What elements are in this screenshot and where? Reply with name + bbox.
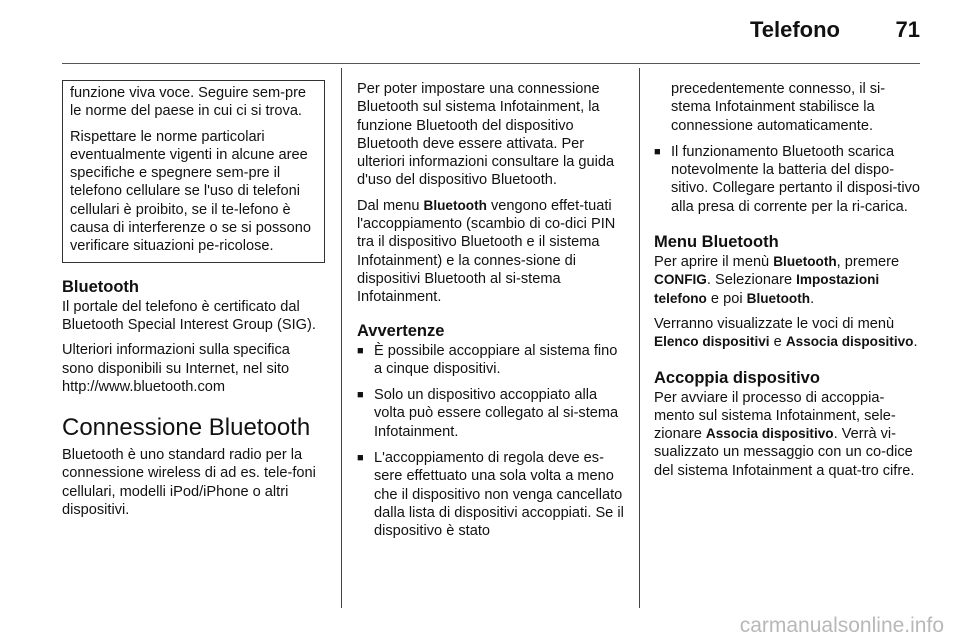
column-divider-1 <box>341 68 342 608</box>
page-header <box>0 0 960 64</box>
bold-bluetooth: Bluetooth <box>423 197 487 213</box>
pair-device-heading: Accoppia dispositivo <box>654 368 820 387</box>
list-item: ■ È possibile accoppiare al sistema fino a cinque dispositivi. <box>357 342 625 379</box>
box-paragraph-1: funzione viva voce. Seguire sem-pre le norme del paese in cui ci si trova. <box>70 85 307 120</box>
page-number: 71 <box>895 17 920 42</box>
setup-paragraph: Per poter impostare una connessione Bluetooth sul sistema Infotainment, la funzione Bluetooth del dispositivo Bluetooth deve essere attivata. Per ulteriori informazioni consultare la guida d'uso del dispositivo Bluetooth. <box>357 81 615 189</box>
connection-heading: Connessione Bluetooth <box>62 414 311 442</box>
column-2 <box>357 80 625 549</box>
menu-bluetooth-paragraph-1: Per aprire il menù Bluetooth, premere CONFIG. Selezionare Impostazioni telefono e poi Bluetooth. <box>654 254 900 307</box>
list-item: ■ Il funzionamento Bluetooth scarica notevolmente la batteria del dispo-sitivo. Collegare pertanto il disposi-tivo alla presa di corrente per la ri-carica. <box>654 143 922 216</box>
pair-device-paragraph: Per avviare il processo di accoppia-mento sul sistema Infotainment, sele-zionare Associa dispositivo. Verrà vi-sualizzato un messaggio con un co-dice del sistema Infotainment a quat-tro cifre. <box>654 389 915 479</box>
section-title: Telefono <box>749 17 840 42</box>
box-paragraph-2: Rispettare le norme particolari eventualmente vigenti in alcune aree specifiche e spegnere sem-pre il telefono cellulare se l'uso di telefoni cellulari è proibito, se il te-lefono è causa di interferenze o se si possono verificare situazioni pe-ricolose. <box>70 128 311 255</box>
caution-box <box>62 80 325 263</box>
menu-bluetooth-paragraph-2: Verranno visualizzate le voci di menù Elenco dispositivi e Associa dispositivo. <box>654 315 918 351</box>
notes-list <box>357 342 625 541</box>
connection-paragraph: Bluetooth è uno standard radio per la connessione wireless di ad es. tele-foni cellulari, modelli iPod/iPhone o altri dispositivi. <box>62 447 316 519</box>
list-item: ■ Solo un dispositivo accoppiato alla volta può essere collegato al si-stema Infotainment. <box>357 386 625 441</box>
watermark: carmanualsonline.info <box>739 614 944 637</box>
notes-list-continued <box>654 143 922 216</box>
bluetooth-paragraph-2: Ulteriori informazioni sulla specifica sono disponibili su Internet, nel sito http://www.bluetooth.com <box>62 342 290 395</box>
header-rule <box>62 63 920 64</box>
menu-paragraph: Dal menu Bluetooth vengono effet-tuati l'accoppiamento (scambio di co-dici PIN tra il dispositivo Bluetooth e il sistema Infotainment) e la connes-sione di dispositivi Bluetooth al si-stema Infotainment. <box>357 197 616 306</box>
column-3 <box>654 80 922 487</box>
menu-bluetooth-heading: Menu Bluetooth <box>654 233 779 252</box>
list-item-continuation: precedentemente connesso, il si-stema Infotainment stabilisce la connessione automaticamente. <box>671 81 886 134</box>
bluetooth-paragraph-1: Il portale del telefono è certificato dal Bluetooth Special Interest Group (SIG). <box>62 298 316 333</box>
column-divider-2 <box>639 68 640 608</box>
notes-heading: Avvertenze <box>357 321 445 340</box>
column-1 <box>62 80 325 526</box>
list-item: ■ L'accoppiamento di regola deve es-sere effettuato una sola volta a meno che il dispositivo non venga cancellato dalla lista di dispositivi accoppiati. Se il dispositivo è stato <box>357 449 625 540</box>
bluetooth-heading: Bluetooth <box>62 277 139 296</box>
